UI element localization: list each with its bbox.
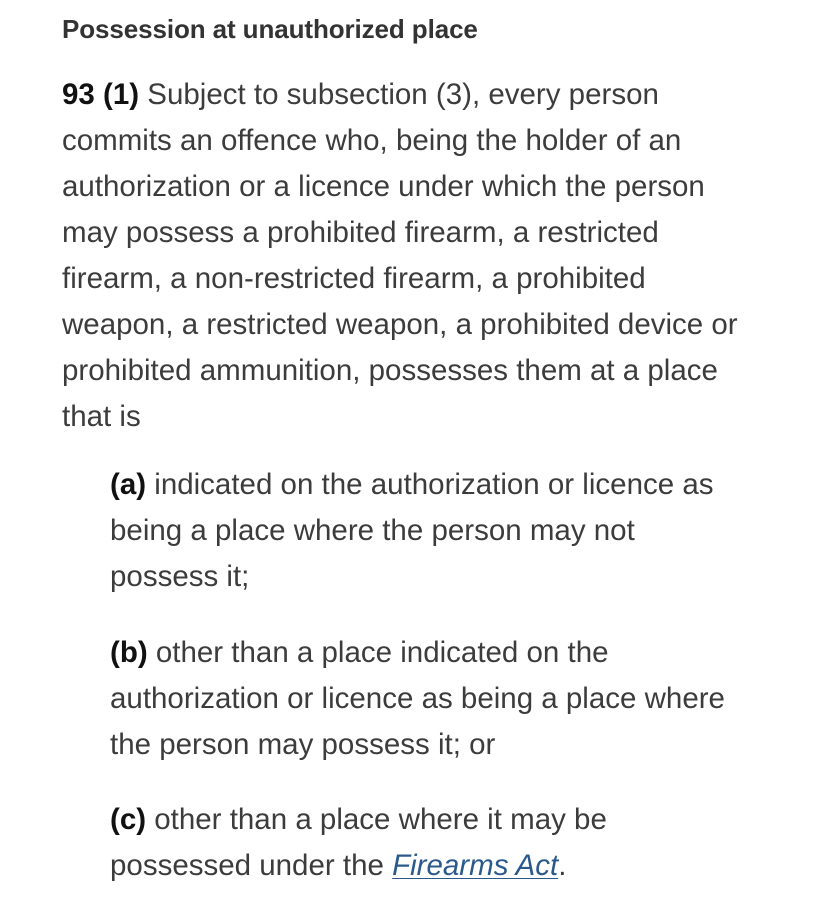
- firearms-act-link[interactable]: Firearms Act: [392, 849, 559, 882]
- section-heading: Possession at unauthorized place: [62, 14, 478, 44]
- paragraph-c-text: other than a place where it may be possessed under the: [110, 803, 607, 882]
- paragraph-list: [62, 462, 782, 889]
- paragraph-c: [110, 797, 750, 889]
- paragraph-a: [110, 462, 750, 600]
- paragraph-b: [110, 630, 750, 768]
- subsection-text: Subject to subsection (3), every person commits an offence who, being the holder of an authorization or a licence under which the person may possess a prohibited firearm, a restricted firearm, a non-restricted firearm, a prohibited weapon, a restricted weapon, a prohibited device or prohibited ammunition, possesses them at a place that is: [62, 78, 738, 433]
- subsection-93-1: [62, 72, 762, 440]
- paragraph-a-text: indicated on the authorization or licence as being a place where the person may not possess it;: [110, 468, 714, 593]
- paragraph-c-period: .: [558, 849, 567, 882]
- subsection-label: 93 (1): [62, 78, 140, 111]
- paragraph-a-label: (a): [110, 468, 147, 501]
- paragraph-c-label: (c): [110, 803, 147, 836]
- paragraph-b-text: other than a place indicated on the authorization or licence as being a place where the person may possess it; or: [110, 635, 725, 761]
- paragraph-b-label: (b): [110, 635, 148, 669]
- statute-section: [62, 0, 782, 919]
